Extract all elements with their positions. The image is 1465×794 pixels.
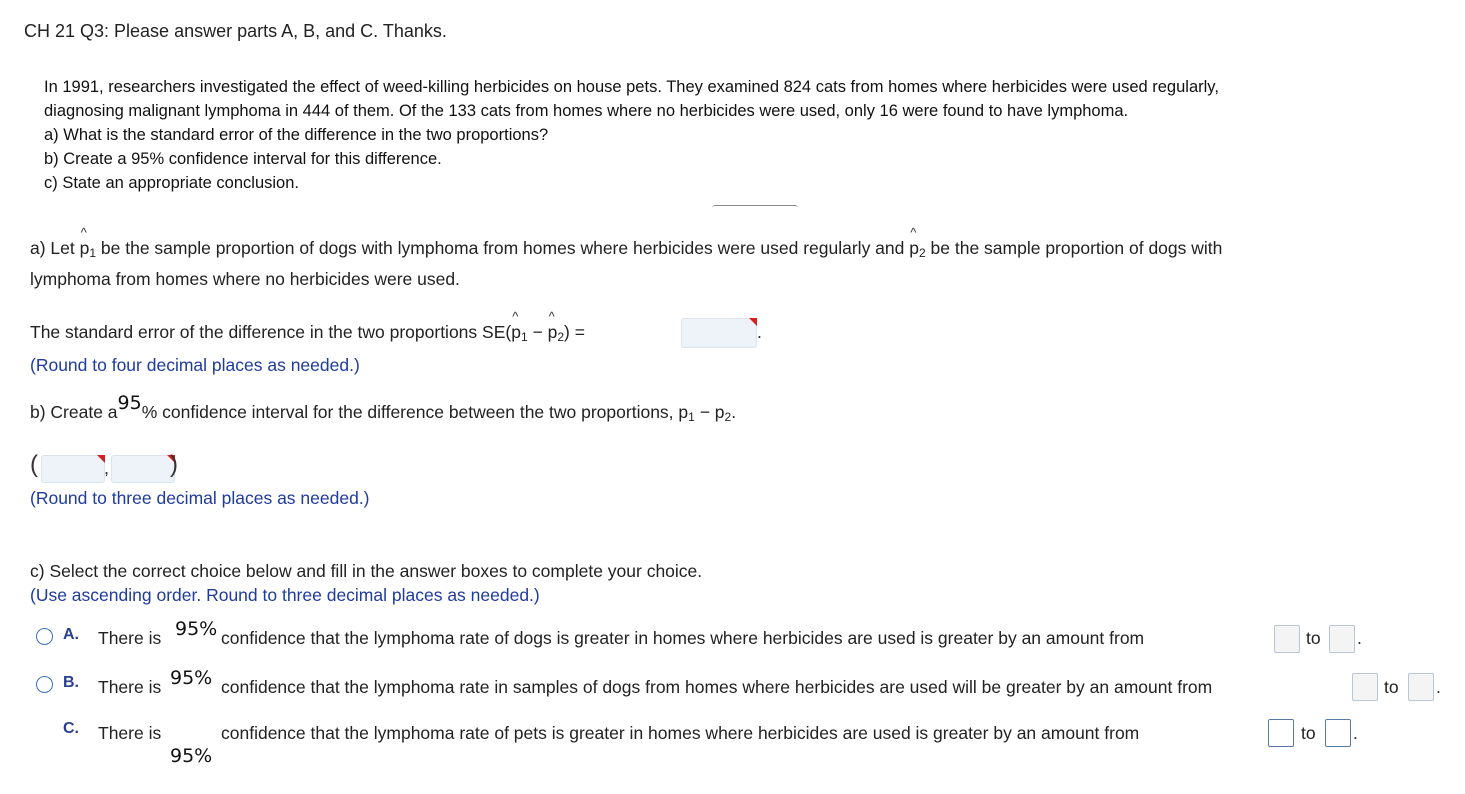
p-hat-2: ^ $p_2$ [909, 238, 925, 260]
problem-line-1: In 1991, researchers investigated the effect of weed-killing herbicides on house pets. They examined 824 cats from homes where herbicides were used regularly, [44, 78, 1219, 96]
p-hat-1: ^ $p_1$ [80, 238, 96, 260]
handwritten-95: 95 [117, 392, 142, 414]
choice-b-period: . [1436, 677, 1441, 697]
choice-b-radio[interactable] [36, 676, 53, 693]
choice-b-letter: B. [63, 674, 79, 691]
p-hat-2-se: ^ $p_2$ [548, 322, 564, 344]
choice-c-to-input[interactable] [1325, 719, 1351, 747]
part-a-definition-line-2: lymphoma from homes where no herbicides were used. [30, 269, 460, 289]
standard-error-answer-input[interactable] [681, 318, 757, 348]
choice-b-to: to [1384, 677, 1399, 697]
period: . [757, 322, 762, 342]
incorrect-flag-icon [749, 318, 757, 326]
interval-lower-input[interactable] [41, 455, 105, 483]
choice-a-to: to [1306, 628, 1321, 648]
problem-line-4: b) Create a 95% confidence interval for this difference. [44, 150, 442, 168]
choice-c-period: . [1353, 723, 1358, 743]
part-c-instruction: c) Select the correct choice below and fill in the answer boxes to complete your choice. [30, 561, 703, 581]
p-hat-1-se: ^ $p_1$ [511, 322, 527, 344]
interval-close-paren: ) [170, 451, 178, 478]
choice-b-text: confidence that the lymphoma rate in samples of dogs from homes where herbicides are used will be greater by an amount from [221, 677, 1213, 697]
choice-a-period: . [1357, 628, 1362, 648]
choice-a-handwritten-95: 95% [175, 618, 218, 640]
choice-a-radio[interactable] [36, 628, 53, 645]
part-a-se-prompt: The standard error of the difference in the two proportions SE(^ $p_1$ − ^ $p_2$) = [30, 322, 585, 344]
round-hint-a: (Round to four decimal places as needed.) [30, 355, 360, 375]
choice-b-handwritten-95: 95% [170, 667, 213, 689]
choice-b-from-input[interactable] [1352, 673, 1378, 701]
choice-a-letter: A. [63, 626, 79, 643]
interval-upper-input[interactable] [111, 455, 175, 483]
choice-a-to-input[interactable] [1329, 625, 1355, 653]
choice-c-letter: C. [63, 720, 79, 737]
problem-line-3: a) What is the standard error of the difference in the two proportions? [44, 126, 549, 144]
choice-c-prefix: There is [98, 723, 162, 743]
interval-open-paren: ( [30, 451, 38, 478]
choice-c-from-input[interactable] [1268, 719, 1294, 747]
problem-line-5: c) State an appropriate conclusion. [44, 174, 299, 192]
part-c-hint: (Use ascending order. Round to three decimal places as needed.) [30, 585, 540, 605]
choice-b-to-input[interactable] [1408, 673, 1434, 701]
choice-c-handwritten-95: 95% [170, 745, 213, 767]
choice-c-text: confidence that the lymphoma rate of pets is greater in homes where herbicides are used is greater by an amount from [221, 723, 1140, 743]
part-b-prompt: b) Create a95% confidence interval for the difference between the two proportions, $p_1 - p_2$. [30, 392, 737, 424]
problem-line-2: diagnosing malignant lymphoma in 444 of them. Of the 133 cats from homes where no herbicides were used, only 16 were found to have lymphoma. [44, 102, 1129, 120]
choice-c-to: to [1301, 723, 1316, 743]
section-divider [712, 205, 798, 208]
choice-a-text: confidence that the lymphoma rate of dogs is greater in homes where herbicides are used is greater by an amount from [221, 628, 1145, 648]
round-hint-b: (Round to three decimal places as needed.) [30, 488, 370, 508]
choice-b-prefix: There is [98, 677, 162, 697]
interval-comma: , [104, 458, 110, 478]
question-title: CH 21 Q3: Please answer parts A, B, and C. Thanks. [24, 21, 447, 41]
choice-a-from-input[interactable] [1274, 625, 1300, 653]
choice-a-prefix: There is [98, 628, 162, 648]
part-a-definition: a) Let ^ $p_1$ be the sample proportion of dogs with lymphoma from homes where herbicides were used regularly and ^ $p_2$ be the sample proportion of dogs with [30, 238, 1222, 260]
